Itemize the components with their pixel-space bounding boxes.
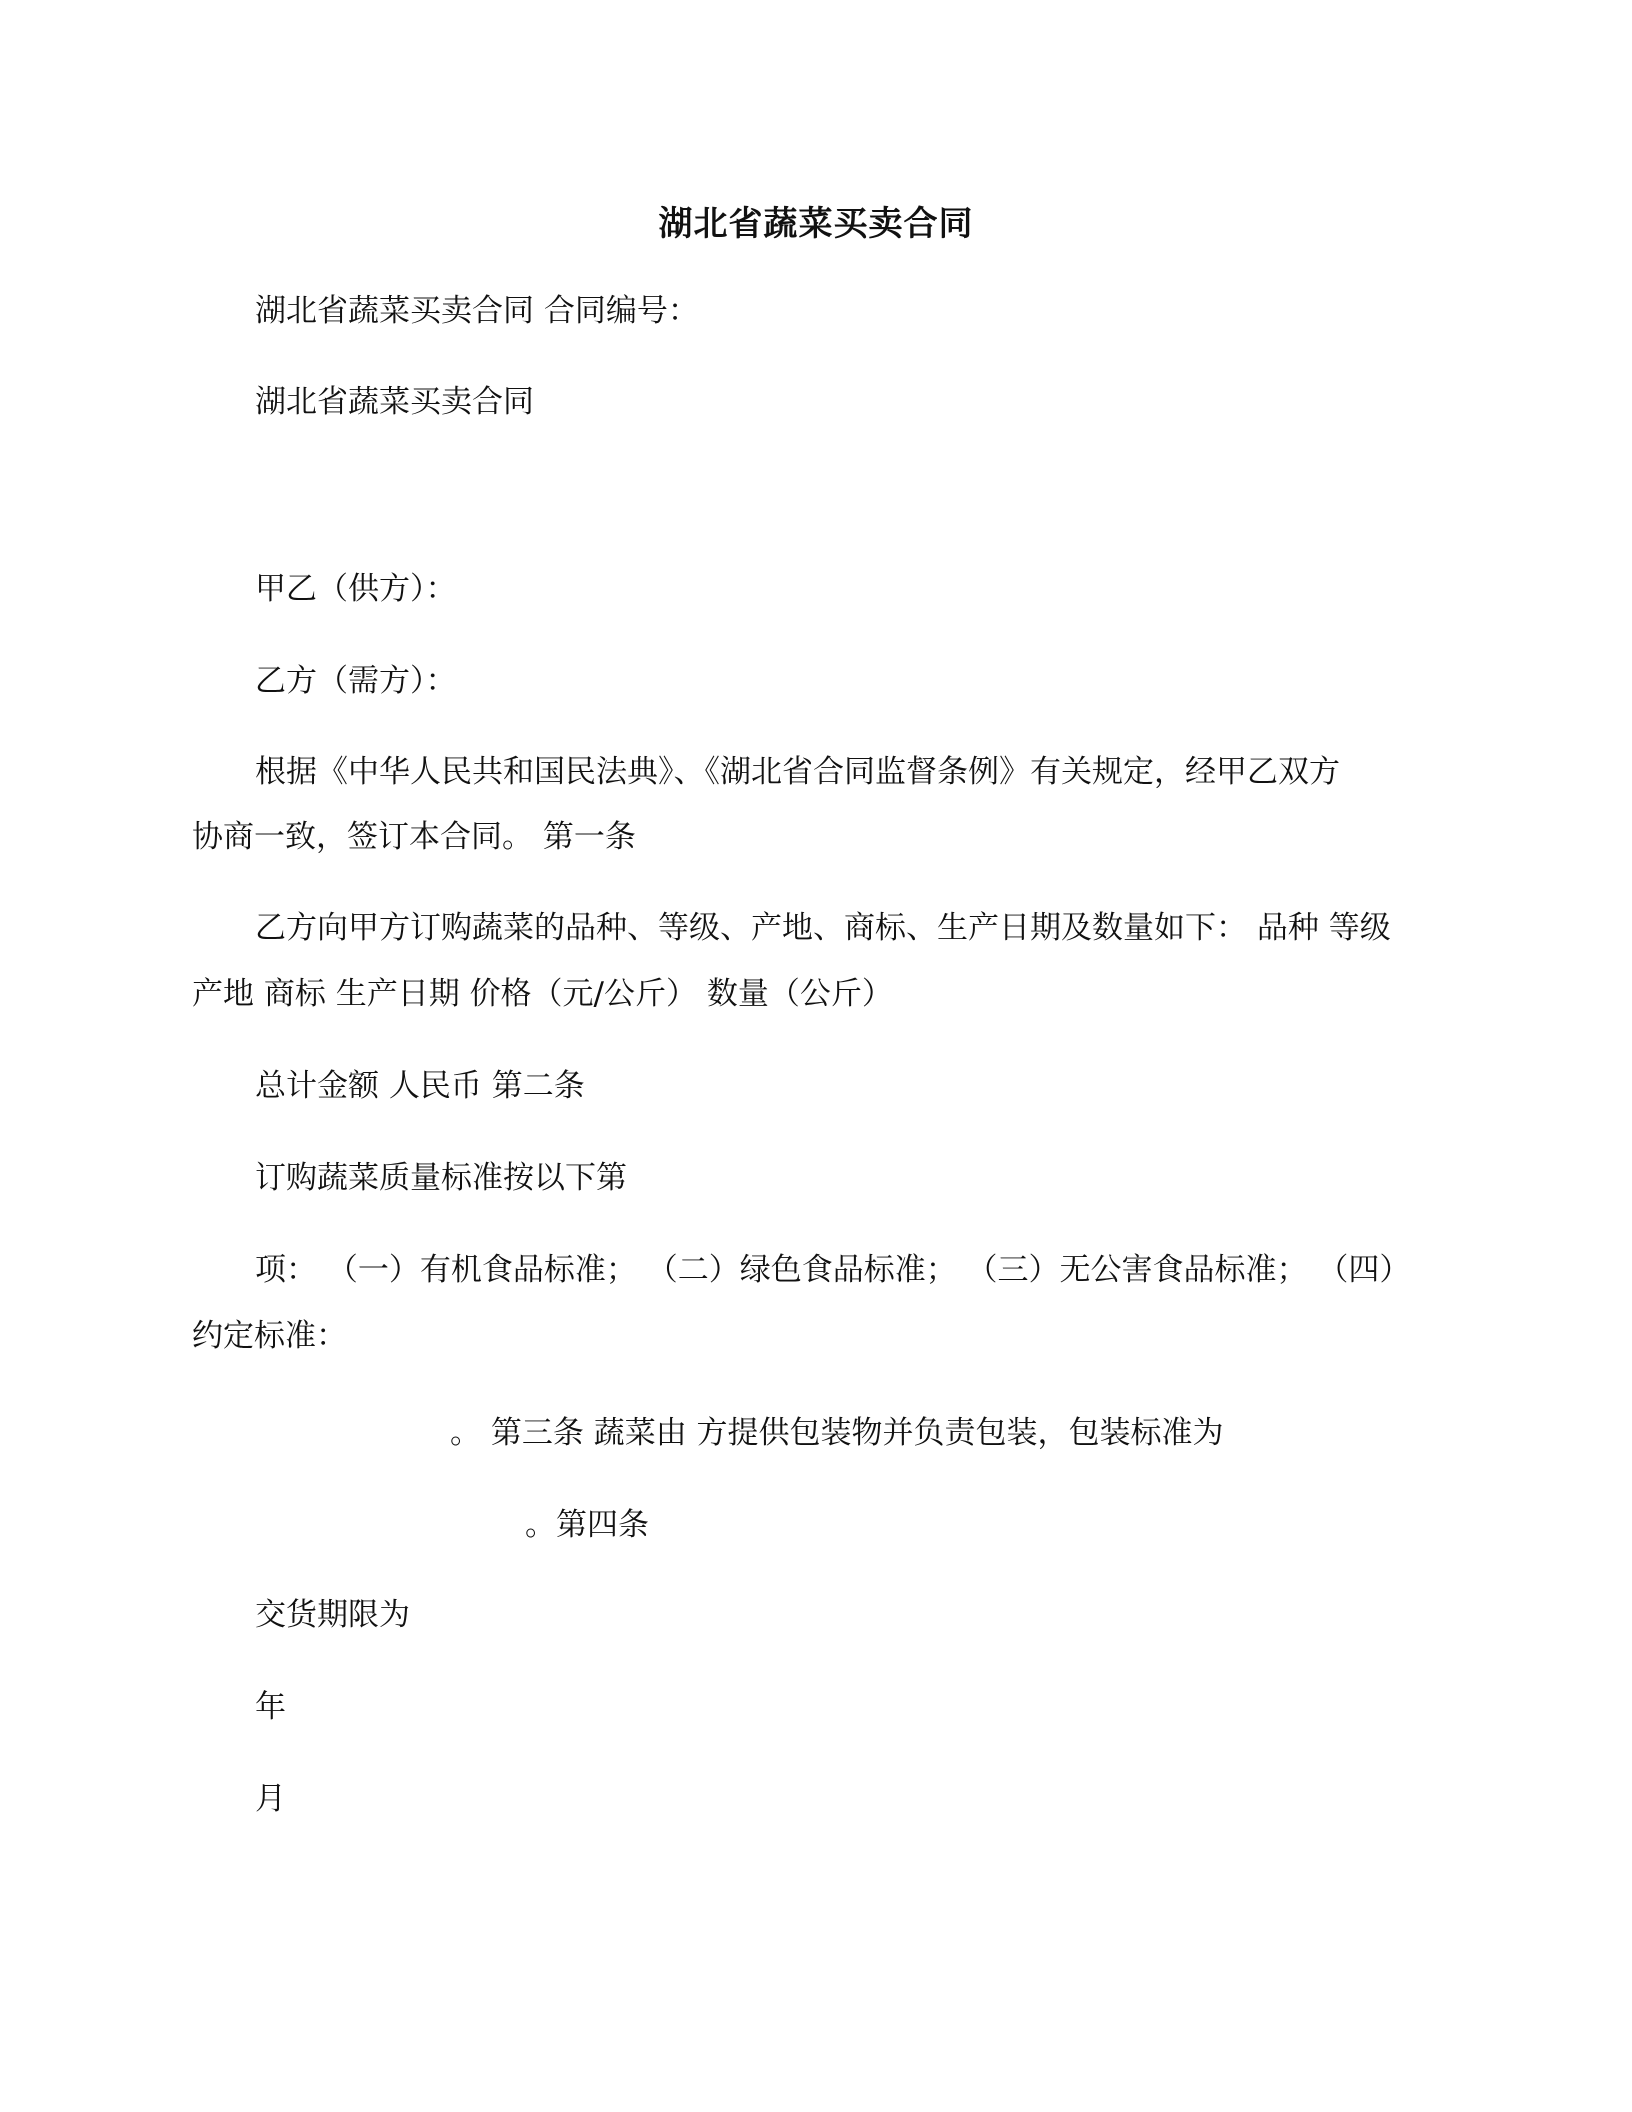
preamble-line-1: 根据《中华人民共和国民法典》、《湖北省合同监督条例》有关规定，经甲乙双方 [255,754,1340,790]
article-4-line: 。第四条 [525,1507,649,1543]
article-3-line: 。 第三条 蔬菜由 方提供包装物并负责包装，包装标准为 [450,1415,1224,1451]
quality-standard-line: 订购蔬菜质量标准按以下第 [255,1160,627,1196]
party-b-line: 乙方（需方）： [255,663,457,699]
delivery-period-line: 交货期限为 [255,1597,410,1633]
preamble-line-2: 协商一致，签订本合同。 第一条 [192,819,636,855]
standards-options-line-1: 项： （一）有机食品标准； （二）绿色食品标准； （三）无公害食品标准； （四） [255,1252,1411,1288]
month-line: 月 [255,1781,286,1817]
party-a-line: 甲乙（供方）： [255,571,457,607]
article-1-line-1: 乙方向甲方订购蔬菜的品种、等级、产地、商标、生产日期及数量如下： 品种 等级 [255,910,1391,946]
standards-options-line-2: 约定标准： [192,1318,347,1354]
year-line: 年 [255,1689,286,1725]
contract-number-line: 湖北省蔬菜买卖合同 合同编号： [255,293,699,329]
document-title: 湖北省蔬菜买卖合同 [658,204,974,244]
article-1-line-2: 产地 商标 生产日期 价格（元/公斤） 数量（公斤） [192,976,893,1012]
subtitle-line: 湖北省蔬菜买卖合同 [255,384,534,420]
total-amount-line: 总计金额 人民币 第二条 [255,1068,585,1104]
